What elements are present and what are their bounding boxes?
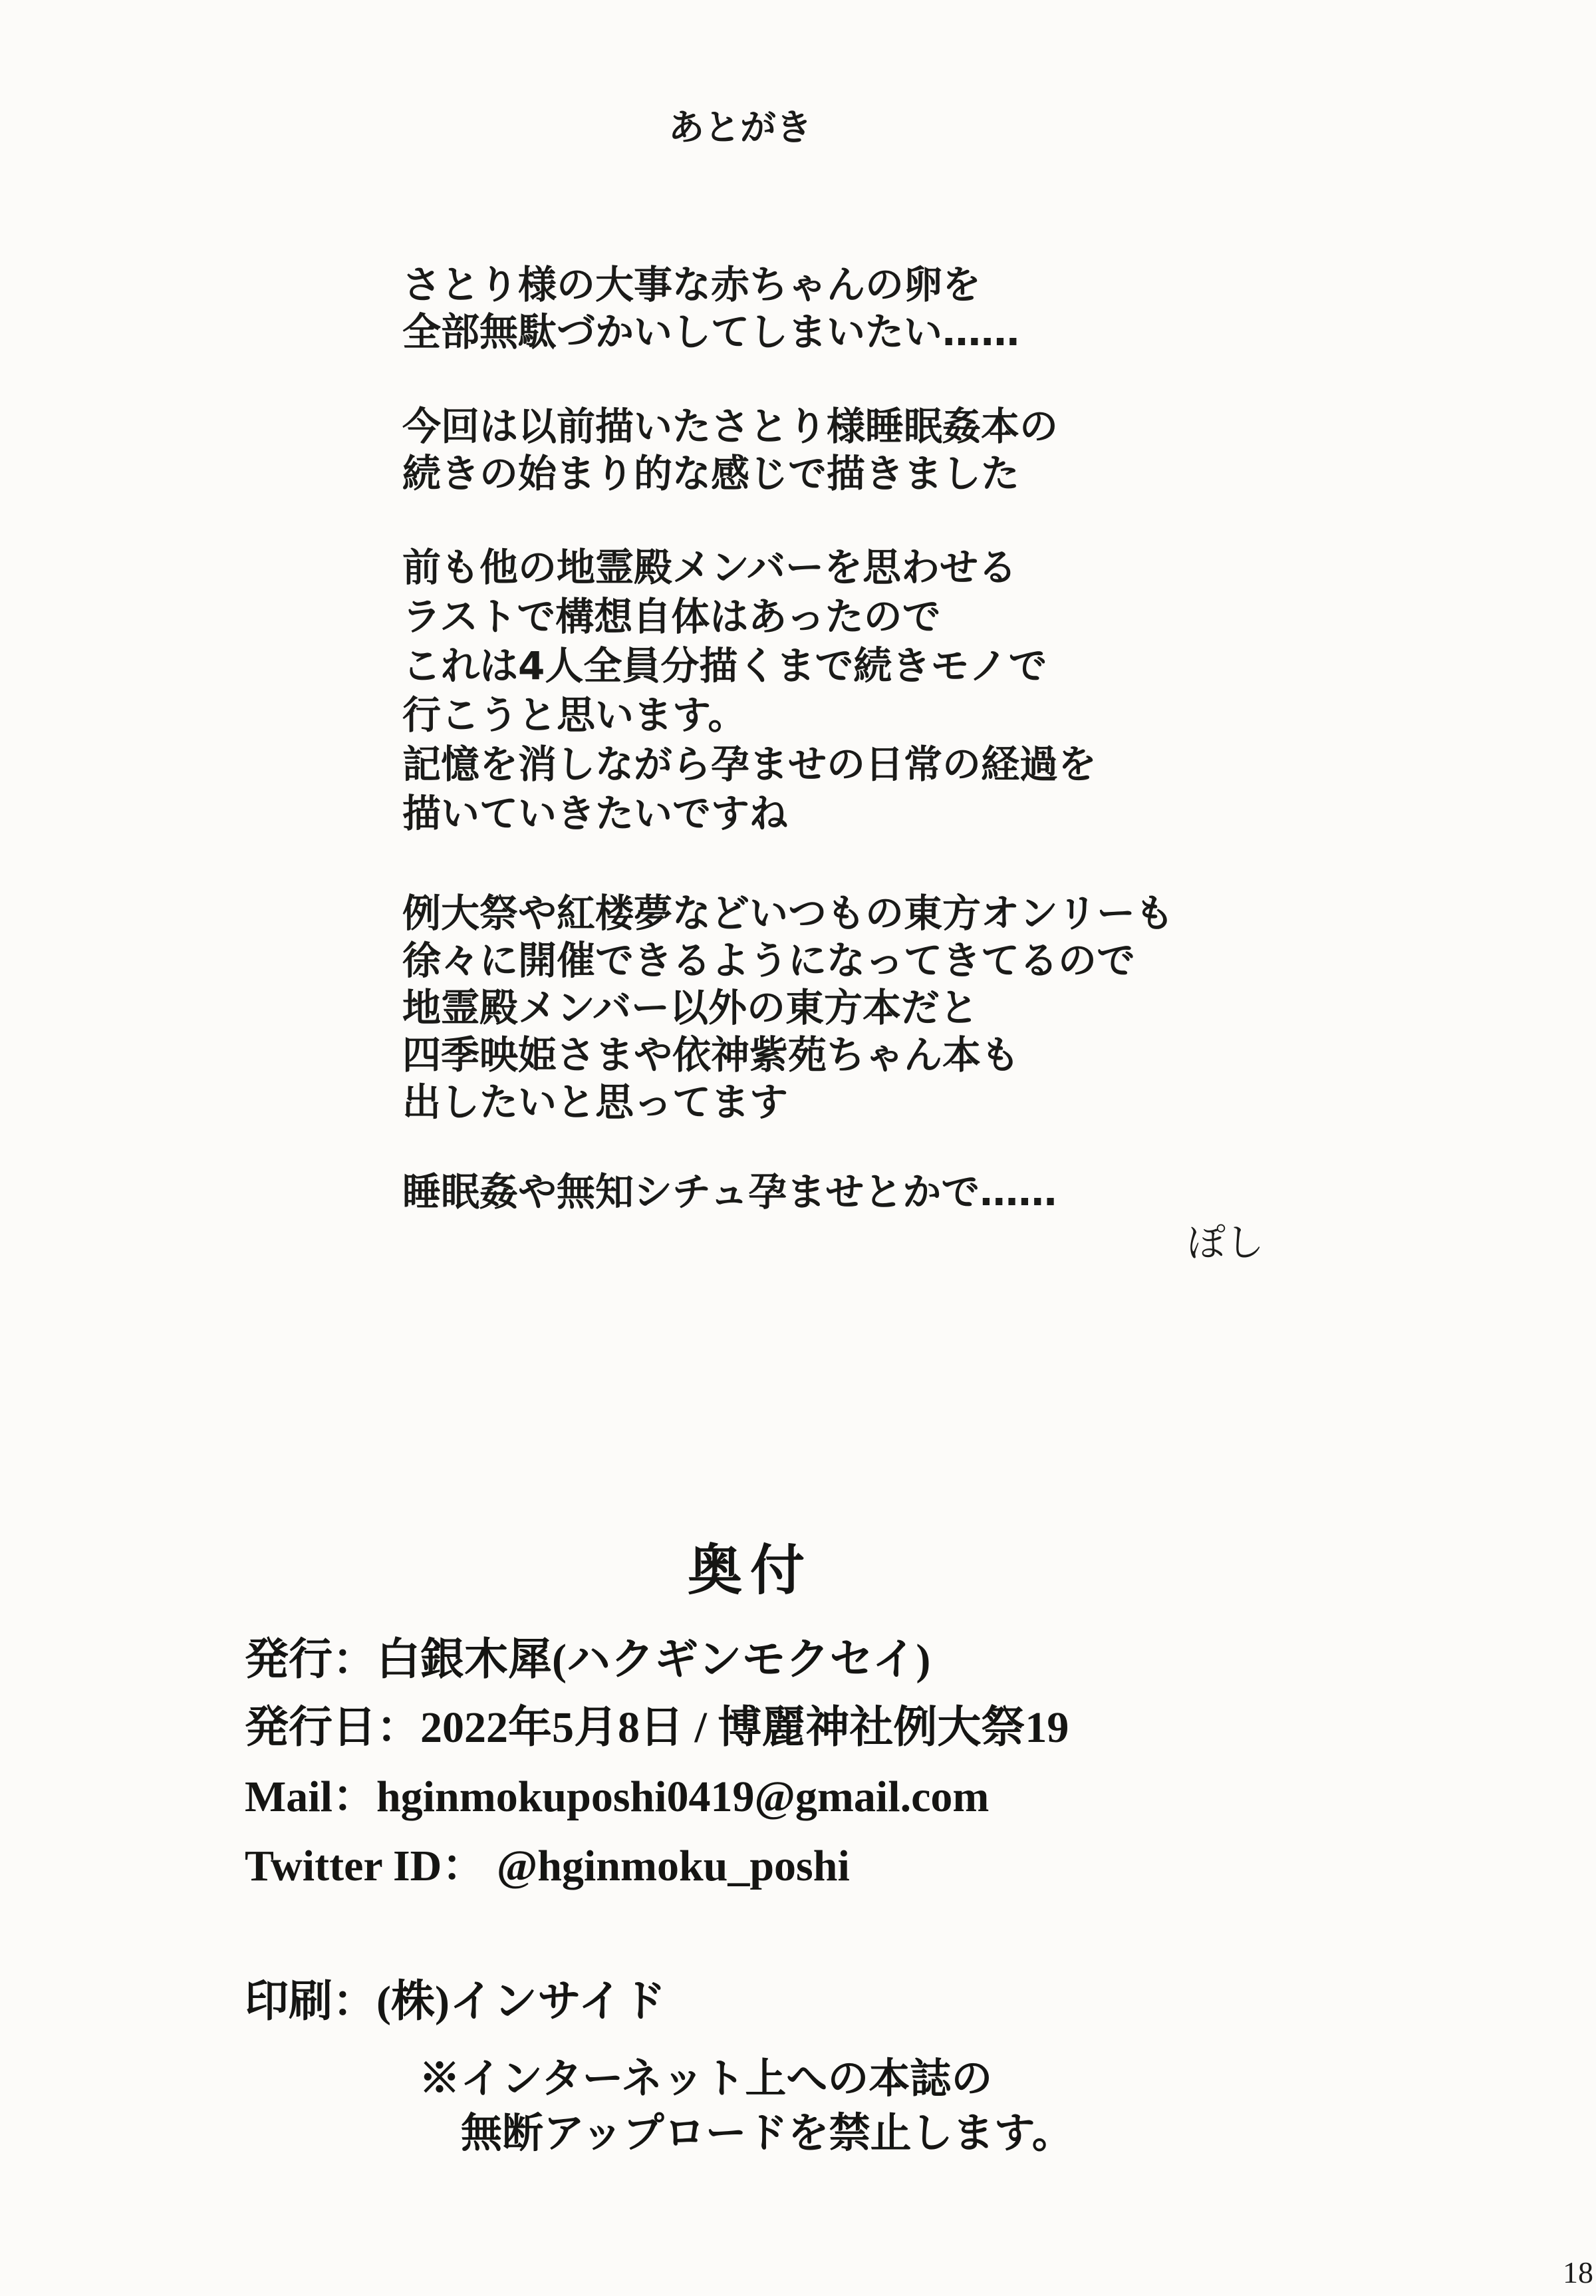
paragraph-5 [402, 1169, 1057, 1216]
paragraph-line: 地霊殿メンバー以外の東方本だと [402, 985, 978, 1030]
page-number: 18 [1563, 2255, 1593, 2289]
paragraph-line: 全部無駄づかいしてしまいたい…… [402, 309, 1020, 355]
page-title: あとがき [668, 106, 812, 148]
paragraph-line: 今回は以前描いたさとり様睡眠姦本の [402, 404, 1059, 449]
twitter-id-line: Twitter ID： @hginmoku_poshi [245, 1842, 850, 1890]
paragraph-line: 四季映姫さまや依神紫苑ちゃん本も [402, 1032, 1020, 1077]
paragraph-line: さとり様の大事な赤ちゃんの卵を [402, 262, 982, 307]
paragraph-line: 睡眠姦や無知シチュ孕ませとかで…… [402, 1169, 1057, 1215]
paragraph-3 [402, 543, 1097, 838]
paragraph-line: これは4人全員分描くまで続きモノで [402, 643, 1047, 688]
paragraph-2 [402, 403, 1058, 498]
printer-line: 印刷：(株)インサイド [245, 1977, 666, 2026]
author-signature: ぽし [1187, 1220, 1265, 1265]
paragraph-line: 出したいと思ってます [402, 1079, 789, 1125]
paragraph-line: 徐々に開催できるようになってきてるので [402, 938, 1136, 983]
paragraph-line: 記憶を消しながら孕ませの日常の経過を [402, 742, 1097, 787]
paragraph-line: ラストで構想自体はあったので [402, 594, 941, 639]
paragraph-1 [402, 261, 1019, 356]
mail-line: Mail：hginmokuposhi0419@gmail.com [245, 1773, 990, 1821]
upload-notice-line-2: 無断アップロードを禁止します。 [461, 2111, 1073, 2156]
paragraph-line: 描いていきたいですね [402, 791, 789, 836]
paragraph-line: 行こうと思います。 [402, 692, 747, 738]
publish-date-line: 発行日：2022年5月8日 / 博麗神社例大祭19 [245, 1703, 1069, 1752]
paragraph-line: 前も他の地霊殿メンバーを思わせる [402, 545, 1017, 590]
colophon-heading: 奥付 [688, 1540, 813, 1601]
upload-notice-line-1: ※インターネット上への本誌の [419, 2057, 993, 2102]
publisher-line: 発行：白銀木犀(ハクギンモクセイ) [245, 1636, 931, 1684]
paragraph-4 [402, 890, 1174, 1126]
paragraph-line: 例大祭や紅楼夢などいつもの東方オンリーも [402, 891, 1174, 936]
paragraph-line: 続きの始まり的な感じで描きました [402, 451, 1020, 496]
